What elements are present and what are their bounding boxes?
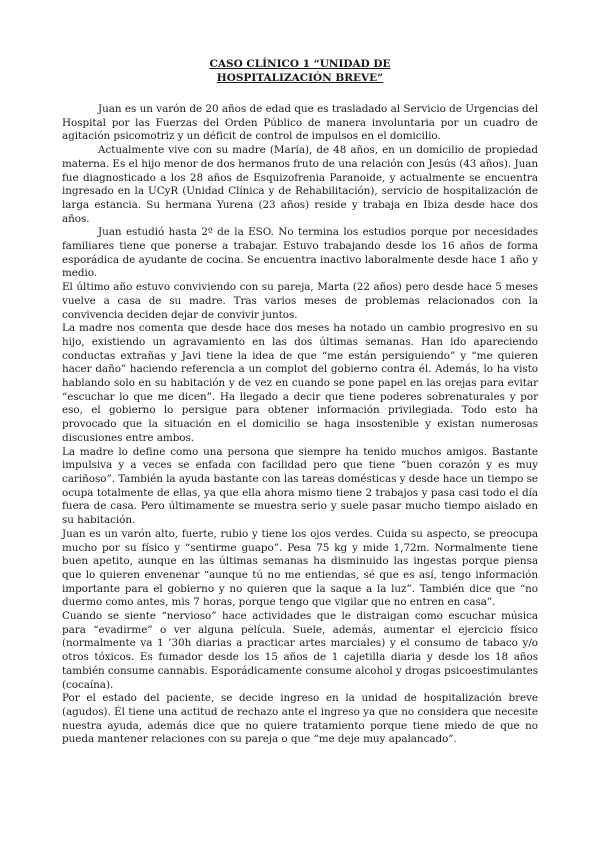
paragraph-admission: Por el estado del paciente, se decide ingreso en la unidad de hospitalización breve (agudos). Él tiene una actitud de rechazo ante el ingreso ya que no considera que necesite nuestra ayuda, además dice que no quiere tratamiento porque tiene miedo de que no pueda mantener relaciones con su pareja o que “me deje muy apalancado”. — [62, 692, 538, 746]
document-title — [0, 58, 600, 85]
paragraph-personality: La madre lo define como una persona que siempre ha tenido muchos amigos. Bastante impulsiva y a veces se enfada con facilidad pero que tiene “buen corazón y es muy cariñoso”. También la ayuda bastante con las tareas domésticas y desde hace un tiempo se ocupa totalmente de ellas, ya que ella ahora mismo tiene 2 trabajos y pasa casi todo el día fuera de casa. Pero últimamente se muestra serio y suele pasar mucho tiempo aislado en su habitación. — [62, 445, 538, 527]
paragraph-intro: Juan es un varón de 20 años de edad que es trasladado al Servicio de Urgencias del Hospital por las Fuerzas del Orden Público de manera involuntaria por un cuadro de agitación psicomotriz y un déficit de control de impulsos en el domicilio. — [62, 103, 538, 143]
paragraph-partner: El último año estuvo conviviendo con su pareja, Marta (22 años) pero desde hace 5 meses vuelve a casa de su madre. Tras varios meses de problemas relacionados con la convivencia deciden dejar de convivir juntos. — [62, 281, 538, 321]
paragraph-studies: Juan estudió hasta 2º de la ESO. No termina los estudios porque por necesidades familiares tiene que ponerse a trabajar. Estuvo trabajando desde los 16 años de forma esporádica de ayudante de cocina. Se encuentra inactivo laboralmente desde hace 1 año y medio. — [62, 226, 538, 280]
paragraph-family: Actualmente vive con su madre (María), de 48 años, en un domicilio de propiedad materna. Es el hijo menor de dos hermanos fruto de una relación con Jesús (43 años). Juan fue diagnosticado a los 28 años de Esquizofrenia Paranoide, y actualmente se encuentra ingresado en la UCyR (Unidad Clínica y de Rehabilitación), servicio de hospitalización de larga estancia. Su hermana Yurena (23 años) reside y trabaja en Ibiza desde hace dos años. — [62, 144, 538, 225]
paragraph-physical: Juan es un varón alto, fuerte, rubio y tiene los ojos verdes. Cuida su aspecto, se preocupa mucho por su físico y “sentirme guapo”. Pesa 75 kg y mide 1,72m. Normalmente tiene buen apetito, aunque en las últimas semanas ha disminuido las ingestas porque piensa que lo quieren envenenar “aunque tú no me entiendas, sé que es así, tengo información importante para el gobierno y no quieren que la saque a la luz”. También dice que “no duermo como antes, mis 7 horas, porque tengo que vigilar que no entren en casa”. — [62, 527, 538, 609]
document-body — [62, 103, 538, 747]
title-line-2: HOSPITALIZACIÓN BREVE” — [216, 71, 384, 84]
title-line-1: CASO CLÍNICO 1 “UNIDAD DE — [209, 58, 391, 70]
paragraph-habits: Cuando se siente “nervioso” hace actividades que le distraigan como escuchar música para “evadirme” o ver alguna película. Suele, además, aumentar el ejercicio físico (normalmente va 1 ’30h diarias a practicar artes marciales) y el consumo de tabaco y/o otros tóxicos. Es fumador desde los 15 años de 1 cajetilla diaria y desde los 18 años también consume cannabis. Esporádicamente consume alcohol y drogas psicoestimulantes (cocaína). — [62, 610, 538, 691]
paragraph-mother-report: La madre nos comenta que desde hace dos meses ha notado un cambio progresivo en su hijo, existiendo un agravamiento en las dos últimas semanas. Han ido apareciendo conductas extrañas y Javi tiene la idea de que “me están persiguiendo” y “me quieren hacer daño” haciendo referencia a un complot del gobierno contra él. Además, lo ha visto hablando solo en su habitación y de vez en cuando se pone papel en las orejas para evitar “escuchar lo que me dicen”. Ha llegado a decir que tiene poderes sobrenaturales y por eso, el gobierno lo persigue para obtener información privilegiada. Todo esto ha provocado que la situación en el domicilio se haga insostenible y existan numerosas discusiones entre ambos. — [62, 322, 538, 444]
